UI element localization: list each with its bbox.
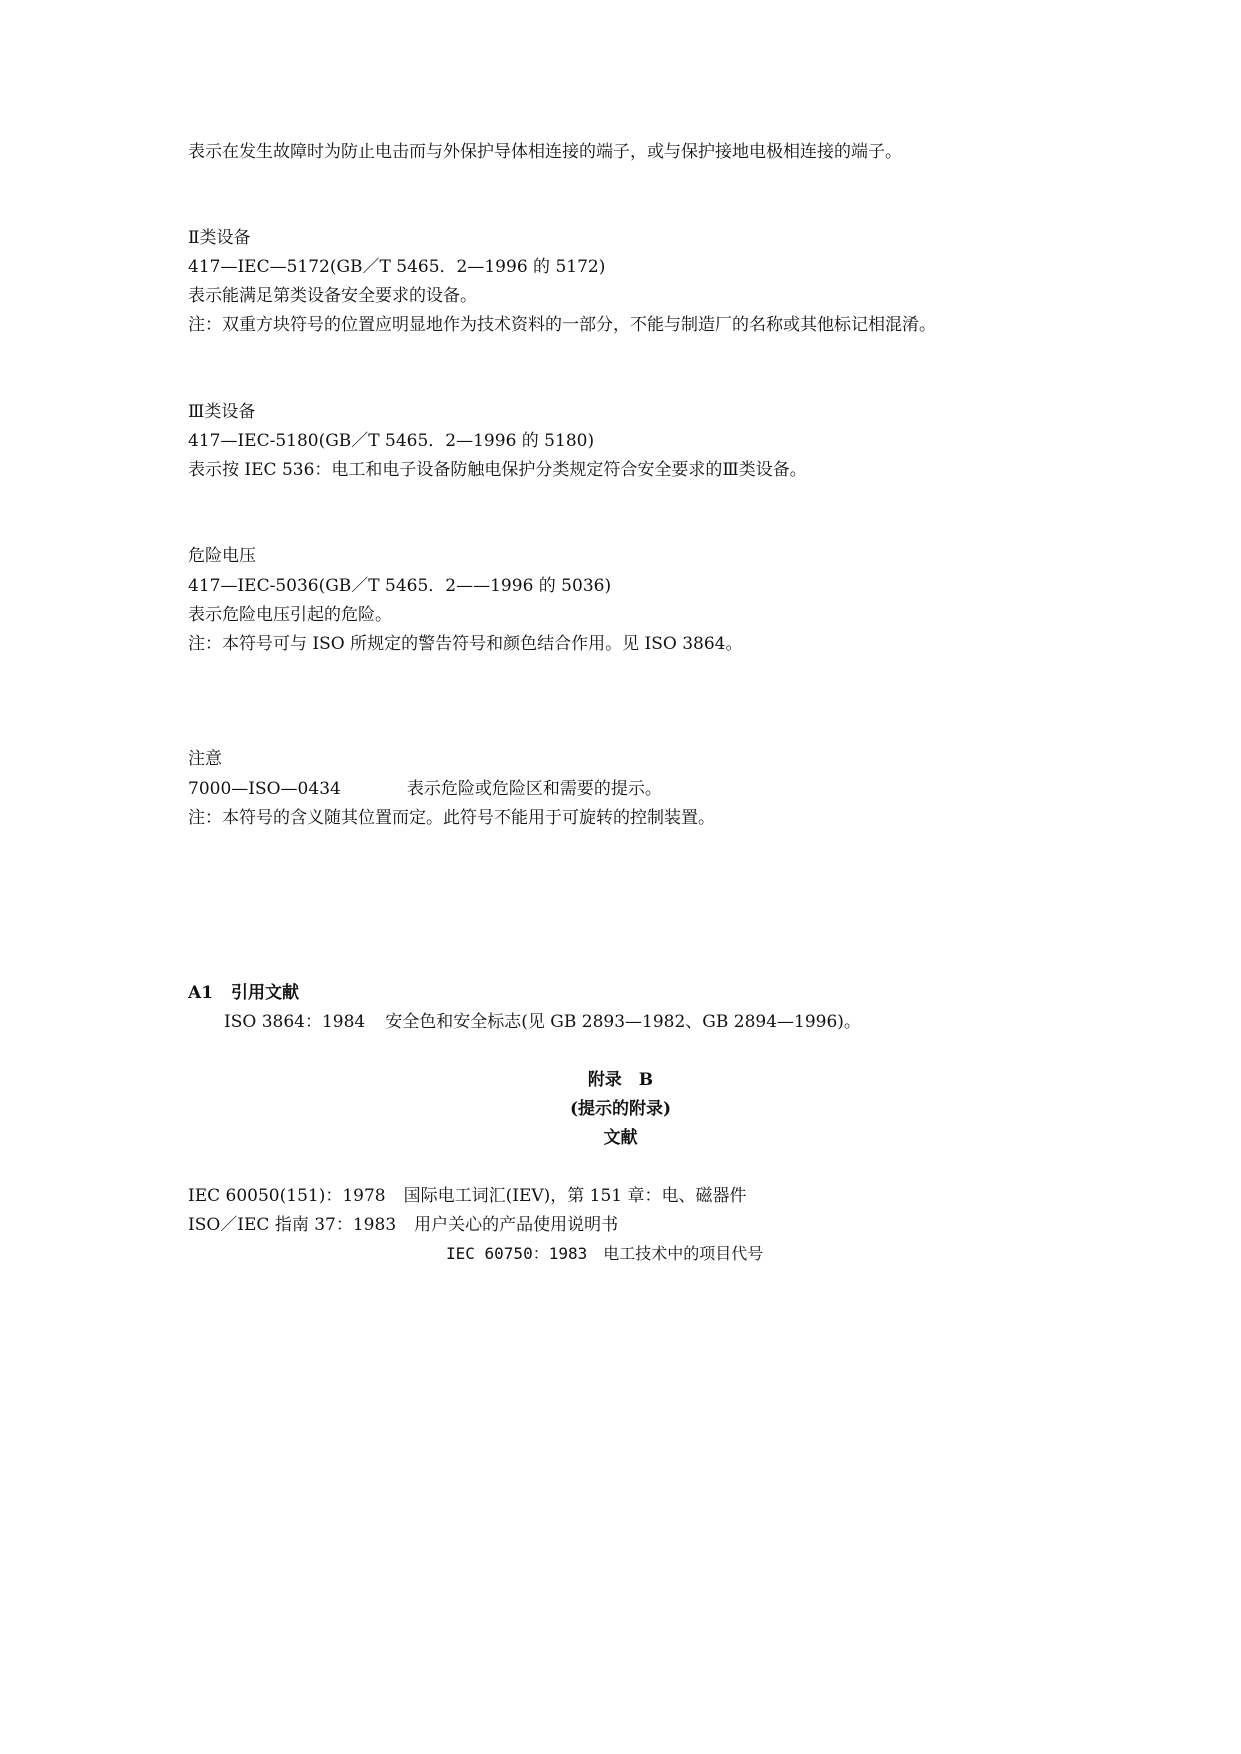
caution-code: 7000—ISO—0434	[188, 779, 341, 799]
danger-desc: 表示危险电压引起的危险。	[188, 605, 392, 625]
class3-code: 417—IEC-5180(GB／T 5465．2—1996 的 5180)	[188, 431, 595, 451]
intro-line: 表示在发生故障时为防止电击而与外保护导体相连接的端子，或与保护接地电极相连接的端子。	[188, 142, 902, 162]
class3-desc: 表示按 IEC 536：电工和电子设备防触电保护分类规定符合安全要求的Ⅲ类设备。	[188, 460, 807, 480]
appendix-b-heading: 文献	[603, 1128, 638, 1148]
class2-title: Ⅱ类设备	[188, 228, 251, 248]
class2-note: 注：双重方块符号的位置应明显地作为技术资料的一部分，不能与制造厂的名称或其他标记相混淆。	[188, 315, 936, 335]
class3-title: Ⅲ类设备	[188, 402, 256, 422]
reference-text: 电工技术中的项目代号	[603, 1244, 764, 1263]
reference-code: IEC 60750：1983	[446, 1244, 588, 1263]
a1-entry	[224, 1011, 861, 1033]
reference-row	[188, 1214, 618, 1236]
reference-row	[188, 1185, 747, 1207]
danger-note: 注：本符号可与 ISO 所规定的警告符号和颜色结合作用。见 ISO 3864。	[188, 634, 743, 654]
class2-desc: 表示能满足第类设备安全要求的设备。	[188, 286, 477, 306]
caution-code-row	[188, 778, 662, 800]
class2-code: 417—IEC—5172(GB／T 5465．2—1996 的 5172)	[188, 257, 606, 277]
reference-text: 国际电工词汇(IEV)，第 151 章：电、磁器件	[403, 1186, 747, 1206]
a1-number: A1	[188, 983, 214, 1003]
reference-code: ISO／IEC 指南 37：1983	[188, 1215, 397, 1235]
reference-text: 用户关心的产品使用说明书	[414, 1215, 619, 1235]
danger-code: 417—IEC-5036(GB／T 5465．2——1996 的 5036)	[188, 576, 612, 596]
caution-desc: 表示危险或危险区和需要的提示。	[406, 779, 662, 799]
a1-entry-text: 安全色和安全标志(见 GB 2893—1982、GB 2894—1996)。	[385, 1012, 861, 1032]
a1-heading	[188, 982, 299, 1004]
appendix-b-title: 附录 B	[587, 1070, 654, 1090]
a1-entry-code: ISO 3864：1984	[224, 1012, 366, 1032]
a1-title: 引用文献	[231, 983, 300, 1003]
danger-title: 危险电压	[188, 546, 256, 566]
caution-title: 注意	[188, 749, 222, 769]
appendix-b-subtitle: (提示的附录)	[569, 1099, 672, 1119]
reference-code: IEC 60050(151)：1978	[188, 1186, 386, 1206]
caution-note: 注：本符号的含义随其位置而定。此符号不能用于可旋转的控制装置。	[188, 808, 715, 828]
reference-row	[446, 1243, 763, 1265]
